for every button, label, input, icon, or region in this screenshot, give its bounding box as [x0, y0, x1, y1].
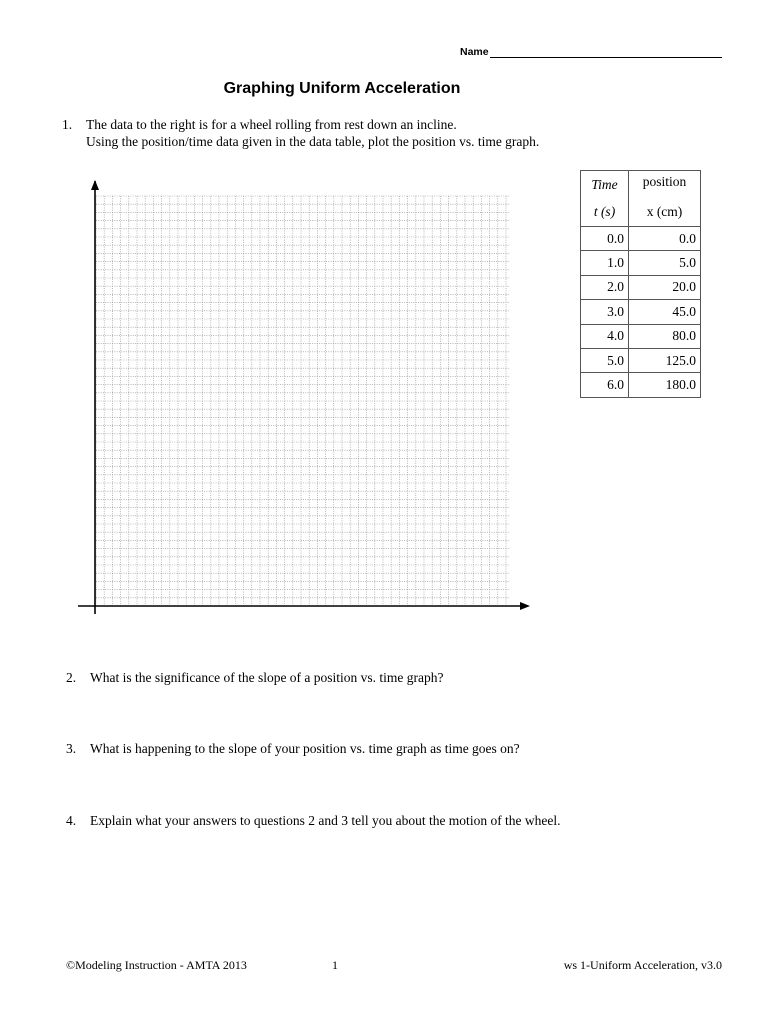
table-row	[581, 227, 701, 251]
table-row	[581, 251, 701, 275]
time-cell: 1.0	[581, 251, 629, 275]
x-axis-arrow	[520, 602, 530, 610]
table-header-row	[581, 171, 701, 199]
question-2	[66, 670, 444, 686]
position-cell: 125.0	[629, 348, 701, 372]
time-cell: 6.0	[581, 373, 629, 397]
question-number: 4.	[66, 813, 77, 828]
table-row	[581, 324, 701, 348]
position-unit: x (cm)	[629, 199, 701, 227]
question-number: 1.	[62, 117, 73, 132]
graph-grid	[74, 178, 534, 618]
position-cell: 80.0	[629, 324, 701, 348]
footer-copyright: ©Modeling Instruction - AMTA 2013	[66, 958, 247, 972]
time-unit: t (s)	[581, 199, 629, 227]
name-field	[460, 46, 722, 58]
question-text: What is the significance of the slope of a position vs. time graph?	[90, 670, 444, 685]
question-number: 2.	[66, 670, 77, 685]
footer-version: ws 1-Uniform Acceleration, v3.0	[563, 958, 722, 972]
time-cell: 5.0	[581, 348, 629, 372]
question-4	[66, 813, 561, 829]
table-row	[581, 348, 701, 372]
data-table	[580, 170, 701, 398]
page-title: Graphing Uniform Acceleration	[223, 80, 461, 97]
question-1-line-1: The data to the right is for a wheel rolling from rest down an incline.	[86, 117, 457, 132]
question-number: 3.	[66, 741, 77, 756]
question-3	[66, 741, 520, 757]
position-cell: 45.0	[629, 300, 701, 324]
position-header: position	[629, 171, 701, 199]
time-cell: 4.0	[581, 324, 629, 348]
name-label: Name	[460, 46, 489, 58]
position-cell: 20.0	[629, 275, 701, 299]
name-blank-line	[490, 46, 722, 58]
table-row	[581, 373, 701, 397]
table-unit-row	[581, 199, 701, 227]
table-row	[581, 300, 701, 324]
table-row	[581, 275, 701, 299]
y-axis-arrow	[91, 180, 99, 190]
position-cell: 180.0	[629, 373, 701, 397]
time-header: Time	[581, 171, 629, 199]
position-cell: 5.0	[629, 251, 701, 275]
grid-lines	[96, 196, 510, 606]
time-cell: 3.0	[581, 300, 629, 324]
time-cell: 0.0	[581, 227, 629, 251]
position-cell: 0.0	[629, 227, 701, 251]
question-text: What is happening to the slope of your position vs. time graph as time goes on?	[90, 741, 520, 756]
question-text: Explain what your answers to questions 2 and 3 tell you about the motion of the wheel.	[90, 813, 561, 828]
time-cell: 2.0	[581, 275, 629, 299]
question-1-line-2: Using the position/time data given in the data table, plot the position vs. time graph.	[86, 134, 540, 149]
footer-page-number: 1	[332, 958, 338, 972]
